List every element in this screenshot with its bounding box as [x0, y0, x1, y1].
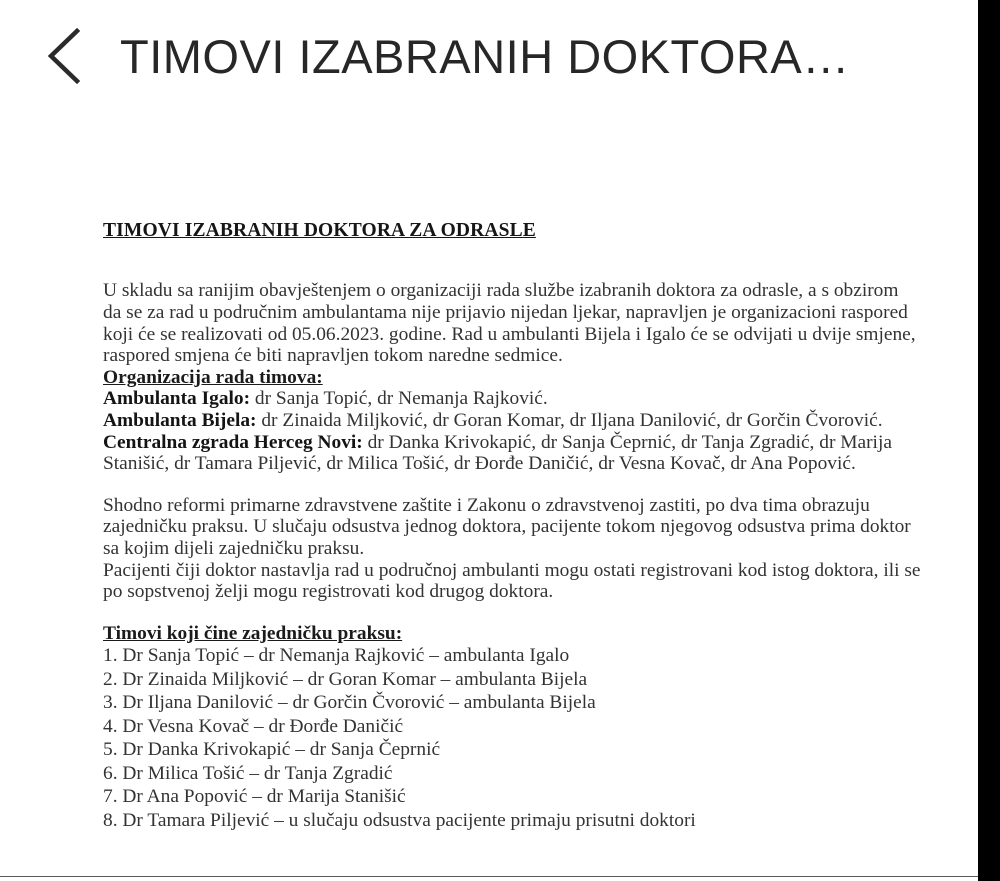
team-doctors-igalo: dr Sanja Topić, dr Nemanja Rajković.	[250, 388, 548, 410]
joint-practice-heading: Timovi koji čine zajedničku praksu:	[103, 622, 403, 644]
team-doctors-centralna: dr Danka Krivokapić, dr Sanja Čeprnić, dr Tanja Zgradić, dr Marija Stanišić, dr Tamara Piljević, dr Milica Tošić, dr Đorđe Daničić, dr Vesna Kovač, dr Ana Popović.	[103, 431, 892, 475]
team-doctors-bijela: dr Zinaida Miljković, dr Goran Komar, dr Iljana Danilović, dr Gorčin Čvorović.	[256, 409, 883, 431]
bottom-divider	[0, 876, 978, 877]
team-line-igalo	[103, 388, 921, 410]
list-item: 4. Dr Vesna Kovač – dr Đorđe Daničić	[103, 715, 404, 737]
page-title: TIMOVI IZABRANIH DOKTORA…	[120, 32, 850, 80]
spacer	[103, 603, 921, 623]
team-label-centralna: Centralna zgrada Herceg Novi:	[103, 431, 363, 453]
document-scroll-area[interactable]	[0, 112, 978, 877]
patients-paragraph: Pacijenti čiji doktor nastavlja rad u područnoj ambulanti mogu ostati registrovani kod istog doktora, ili se po sopstvenoj želji mogu registrovati kod drugog doktora.	[103, 559, 921, 603]
spacer	[103, 242, 921, 280]
spacer	[103, 475, 921, 495]
team-line-bijela	[103, 410, 921, 432]
team-label-bijela: Ambulanta Bijela:	[103, 409, 257, 431]
organization-heading: Organizacija rada timova:	[103, 366, 323, 388]
team-line-centralna	[103, 432, 921, 475]
list-item: 1. Dr Sanja Topić – dr Nemanja Rajković – ambulanta Igalo	[103, 645, 570, 667]
list-item: 8. Dr Tamara Piljević – u slučaju odsustva pacijente primaju prisutni doktori	[103, 809, 696, 831]
list-item: 2. Dr Zinaida Miljković – dr Goran Komar – ambulanta Bijela	[103, 668, 588, 690]
list-item: 6. Dr Milica Tošić – dr Tanja Zgradić	[103, 762, 393, 784]
document-page	[103, 112, 921, 832]
list-item: 5. Dr Danka Krivokapić – dr Sanja Čeprnić	[103, 739, 441, 761]
app-header	[0, 0, 978, 112]
document-heading: TIMOVI IZABRANIH DOKTORA ZA ODRASLE	[103, 220, 536, 241]
back-button[interactable]	[28, 11, 102, 101]
team-label-igalo: Ambulanta Igalo:	[103, 388, 251, 410]
chevron-left-icon	[44, 28, 86, 84]
reform-paragraph: Shodno reformi primarne zdravstvene zaštite i Zakonu o zdravstvenoj zastiti, po dva tima obrazuju zajedničku praksu. U slučaju odsustva jednog doktora, pacijente tokom njegovog odsustva prima doktor sa kojim dijeli zajedničku praksu.	[103, 494, 911, 559]
intro-paragraph: U skladu sa ranijim obavještenjem o organizaciji rada službe izabranih doktora za odrasle, a s obzirom da se za rad u područnim ambulantama nije prijavio nijedan ljekar, napravljen je organizacioni raspored koji će se realizovati od 05.06.2023. godine. Rad u ambulanti Bijela i Igalo će se odvijati u dvije smjene, raspored smjena će biti napravljen tokom naredne sedmice.	[103, 280, 916, 367]
list-item: 3. Dr Iljana Danilović – dr Gorčin Čvorović – ambulanta Bijela	[103, 692, 596, 714]
list-item: 7. Dr Ana Popović – dr Marija Stanišić	[103, 786, 406, 808]
right-edge-band	[978, 0, 1000, 881]
